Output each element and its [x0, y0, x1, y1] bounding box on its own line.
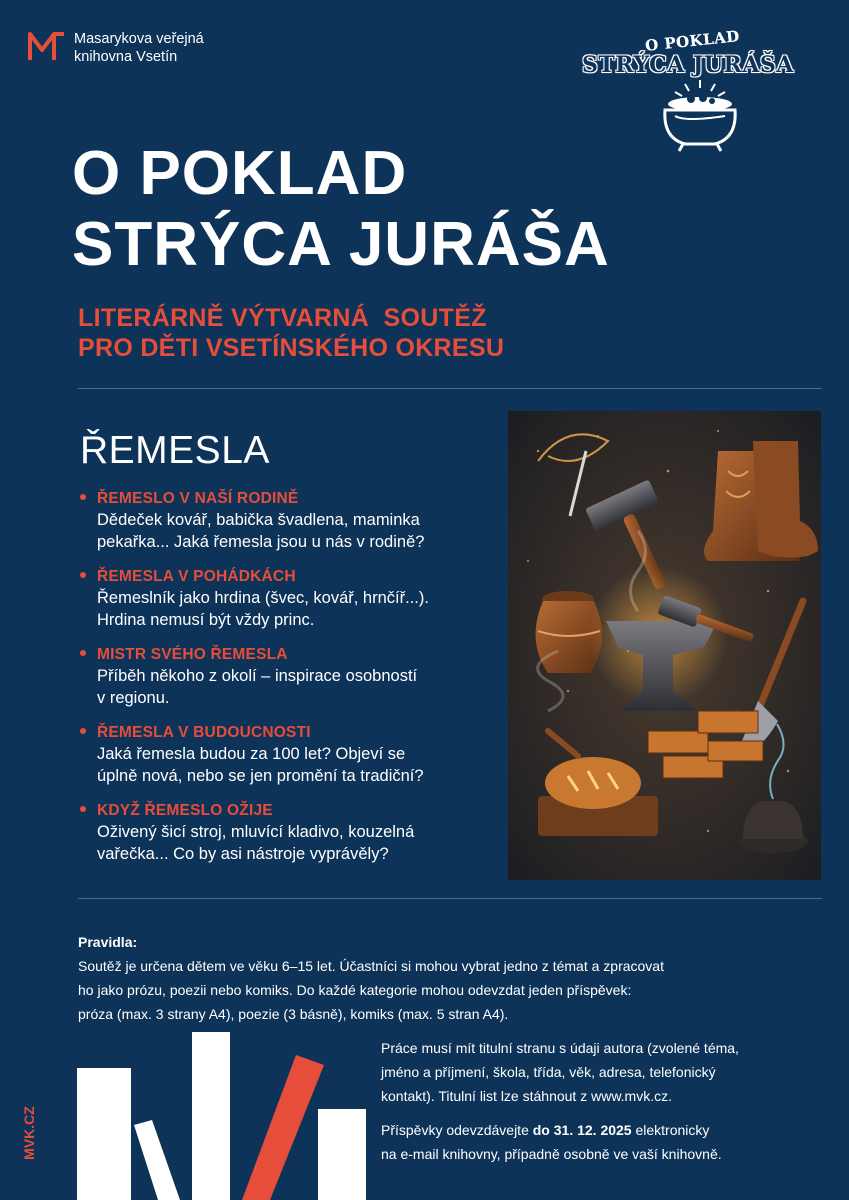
library-name-line1: Masarykova veřejná [74, 31, 204, 47]
library-logo[interactable] [28, 30, 204, 66]
rules-line1: Soutěž je určena dětem ve věku 6–15 let. Účastníci si mohou vybrat jedno z témat a zpracovat [78, 958, 664, 974]
contest-logo-line1: O POKLAD [644, 27, 741, 55]
bar-3 [192, 1032, 230, 1200]
topic-title: ŘEMESLO V NAŠÍ RODINĚ [97, 490, 299, 507]
bullet-icon [80, 494, 86, 500]
divider-bottom [78, 898, 822, 899]
rules-p3-line2: na e-mail knihovny, případně osobně ve vaší knihovně. [381, 1146, 722, 1162]
contest-logo [580, 28, 825, 158]
bullet-icon [80, 572, 86, 578]
topic-desc-line1: Oživený šicí stroj, mluvící kladivo, kouzelná [97, 823, 415, 841]
rules-p2-line2: jméno a příjmení, škola, třída, věk, adresa, telefonický [381, 1064, 716, 1080]
treasure-pot-icon [655, 78, 745, 153]
topic-desc-line2: v regionu. [97, 689, 170, 707]
list-item [78, 488, 498, 553]
topic-title: KDYŽ ŘEMESLO OŽIJE [97, 802, 273, 819]
rules-title-page-paragraph [381, 1036, 821, 1108]
list-item [78, 644, 498, 709]
rules-p2-line1: Práce musí mít titulní stranu s údaji autora (zvolené téma, [381, 1040, 739, 1056]
website-label[interactable]: MVK.CZ [20, 1106, 37, 1160]
bar-4 [242, 1055, 324, 1200]
contest-logo-line2: STRÝCA JURÁŠA [582, 52, 794, 78]
topic-desc-line1: Jaká řemesla budou za 100 let? Objeví se [97, 745, 406, 763]
topic-title: ŘEMESLA V BUDOUCNOSTI [97, 724, 311, 741]
library-name [74, 30, 204, 66]
divider-top [78, 388, 822, 389]
rules-heading: Pravidla: [78, 934, 138, 950]
topic-desc-line2: Hrdina nemusí být vždy princ. [97, 611, 315, 629]
section-title: ŘEMESLA [80, 429, 270, 472]
bar-5 [318, 1109, 366, 1200]
list-item [78, 722, 498, 787]
subtitle-line1: LITERÁRNĚ VÝTVARNÁ SOUTĚŽ [78, 304, 487, 332]
library-name-line2: knihovna Vsetín [74, 49, 178, 65]
crafts-illustration [508, 411, 821, 880]
list-item [78, 800, 498, 865]
bullet-icon [80, 728, 86, 734]
topic-list [78, 488, 498, 878]
rules-p2-line3: kontakt). Titulní list lze stáhnout z www.mvk.cz. [381, 1088, 672, 1104]
subtitle-line2: PRO DĚTI VSETÍNSKÉHO OKRESU [78, 334, 505, 362]
mvk-logo-icon [28, 30, 66, 62]
title-line1: O POKLAD [72, 139, 408, 208]
rules-deadline-paragraph [381, 1118, 821, 1166]
bullet-icon [80, 650, 86, 656]
topic-desc-line1: Řemeslník jako hrdina (švec, kovář, hrnčíř...). [97, 589, 429, 607]
rules-line2: ho jako prózu, poezii nebo komiks. Do každé kategorie mohou odevzdat jeden příspěvek: [78, 982, 632, 998]
rules-details [381, 1036, 821, 1176]
topic-desc-line1: Příběh někoho z okolí – inspirace osobností [97, 667, 418, 685]
title-line2: STRÝCA JURÁŠA [72, 210, 610, 279]
bar-2 [134, 1120, 180, 1200]
decorative-bars [70, 1025, 370, 1200]
topic-title: ŘEMESLA V POHÁDKÁCH [97, 568, 296, 585]
topic-desc-line2: vařečka... Co by asi nástroje vyprávěly? [97, 845, 389, 863]
page-title [72, 138, 610, 280]
topic-desc-line2: pekařka... Jaká řemesla jsou u nás v rodině? [97, 533, 425, 551]
bar-1 [77, 1068, 131, 1200]
rules-section [78, 930, 808, 1026]
topic-desc-line2: úplně nová, nebo se jen promění ta tradiční? [97, 767, 424, 785]
topic-desc-line1: Dědeček kovář, babička švadlena, maminka [97, 511, 420, 529]
subtitle [78, 303, 504, 363]
rules-line3: próza (max. 3 strany A4), poezie (3 básně), komiks (max. 5 stran A4). [78, 1006, 509, 1022]
rules-p3-line1b: elektronicky [631, 1122, 710, 1138]
deadline-date: do 31. 12. 2025 [532, 1122, 632, 1138]
crafts-tools-image [508, 411, 821, 880]
topic-title: MISTR SVÉHO ŘEMESLA [97, 646, 288, 663]
list-item [78, 566, 498, 631]
bullet-icon [80, 806, 86, 812]
website-vertical[interactable] [14, 1105, 50, 1165]
rules-p3-line1a: Příspěvky odevzdávejte [381, 1122, 533, 1138]
